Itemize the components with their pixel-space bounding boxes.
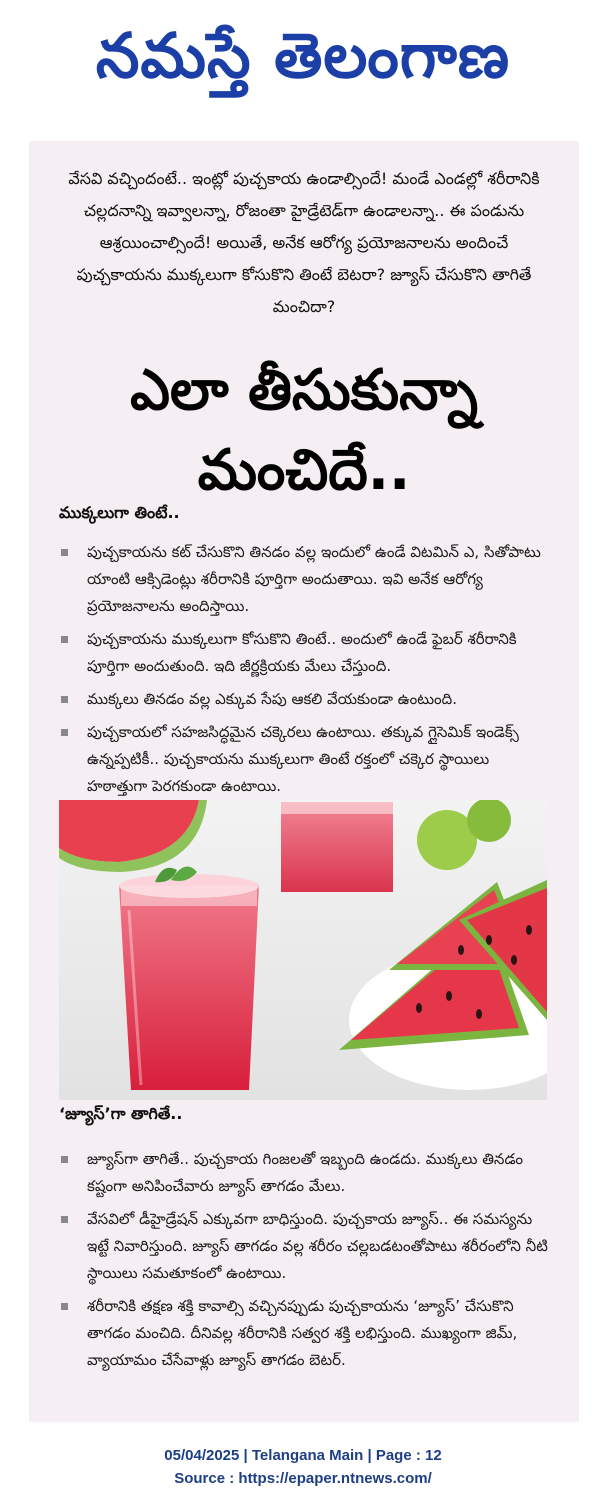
list-item xyxy=(59,719,554,800)
bullet-square-icon xyxy=(61,1216,68,1223)
bullet-square-icon xyxy=(61,549,68,556)
list-item xyxy=(59,1146,554,1200)
section-2-title: ‘జ్యూస్‌’గా తాగితే.. xyxy=(59,1104,183,1123)
bullet-square-icon xyxy=(61,696,68,703)
list-item-text: పుచ్చకాయలో సహజసిద్ధమైన చక్కెరలు ఉంటాయి. తక్కువ గ్లైసెమిక్‌ ఇండెక్స్‌ ఉన్నప్పటికీ.. పుచ్చకాయను ముక్కలుగా తింటే రక్తంలో చక్కెర స్థాయిలు హఠాత్తుగా పెరగకుండా ఉంటాయి. xyxy=(87,723,519,795)
bullet-square-icon xyxy=(61,1156,68,1163)
list-item xyxy=(59,686,554,713)
bullet-square-icon xyxy=(61,1303,68,1310)
list-item xyxy=(59,626,554,680)
watermelon-juice-photo xyxy=(59,800,547,1100)
list-item xyxy=(59,1293,554,1374)
list-item-text: ముక్కలు తినడం వల్ల ఎక్కువ సేపు ఆకలి వేయకుండా ఉంటుంది. xyxy=(87,690,458,708)
headline xyxy=(29,351,579,511)
list-item-text: పుచ్చకాయను ముక్కలుగా కోసుకొని తింటే.. అందులో ఉండే ఫైబర్‌ శరీరానికి పూర్తిగా అందుతుంది. ఇది జీర్ణక్రియకు మేలు చేస్తుంది. xyxy=(87,630,517,675)
bullet-square-icon xyxy=(61,729,68,736)
newspaper-title: నమస్తే తెలంగాణ xyxy=(95,19,511,92)
headline-line-2: మంచిదే.. xyxy=(197,438,411,503)
masthead xyxy=(0,0,606,120)
section-1-title: ముక్కలుగా తింటే.. xyxy=(59,503,180,522)
list-item-text: వేసవిలో డీహైడ్రేషన్‌ ఎక్కువగా బాధిస్తుంది. పుచ్చకాయ జ్యూస్‌.. ఈ సమస్యను ఇట్టే నివారిస్తుంది. జ్యూస్‌ తాగడం వల్ల శరీరం చల్లబడటంతోపాటు శరీరంలోని నీటి స్థాయిలు సమతూకంలో ఉంటాయి. xyxy=(87,1210,548,1282)
list-item-text: పుచ్చకాయను కట్‌ చేసుకొని తినడం వల్ల ఇందులో ఉండే విటమిన్‌ ఎ, సితోపాటు యాంటి ఆక్సిడెంట్లు శరీరానికి పూర్తిగా అందుతాయి. ఇవి అనేక ఆరోగ్య ప్రయోజనాలను అందిస్తాయి. xyxy=(87,543,541,615)
intro-paragraph: వేసవి వచ్చిందంటే.. ఇంట్లో పుచ్చకాయ ఉండాల్సిందే! మండే ఎండల్లో శరీరానికి చల్లదనాన్ని ఇవ్వాలన్నా, రోజంతా హైడ్రేటెడ్‌గా ఉండాలన్నా.. ఈ పండును ఆశ్రయించాల్సిందే! అయితే, అనేక ఆరోగ్య ప్రయోజనాలను అందించే పుచ్చకాయను ముక్కలుగా కోసుకొని తింటే బెటరా? జ్యూస్‌ చేసుకొని తాగితే మంచిదా? xyxy=(68,169,540,316)
list-item xyxy=(59,1206,554,1287)
list-item-text: శరీరానికి తక్షణ శక్తి కావాల్సి వచ్చినప్పుడు పుచ్చకాయను ‘జ్యూస్‌’ చేసుకొని తాగడం మంచిది. దీనివల్ల శరీరానికి సత్వర శక్తి లభిస్తుంది. ముఖ్యంగా జిమ్‌, వ్యాయామం చేసేవాళ్లు జ్యూస్‌ తాగడం బెటర్‌. xyxy=(87,1297,518,1369)
section-1-list xyxy=(59,539,554,806)
footer-source-link[interactable]: Source : https://epaper.ntnews.com/ xyxy=(174,1470,432,1487)
section-2-list xyxy=(59,1146,554,1380)
list-item xyxy=(59,539,554,620)
list-item-text: జ్యూస్‌గా తాగితే.. పుచ్చకాయ గింజలతో ఇబ్బంది ఉండదు. ముక్కలు తినడం కష్టంగా అనిపించేవారు జ్యూస్‌ తాగడం మేలు. xyxy=(87,1150,523,1195)
bullet-square-icon xyxy=(61,636,68,643)
footer-date-edition: 05/04/2025 | Telangana Main | Page : 12 xyxy=(164,1447,442,1464)
footer xyxy=(0,1444,606,1490)
headline-line-1: ఎలా తీసుకున్నా xyxy=(130,358,478,423)
article-panel xyxy=(29,141,579,1422)
